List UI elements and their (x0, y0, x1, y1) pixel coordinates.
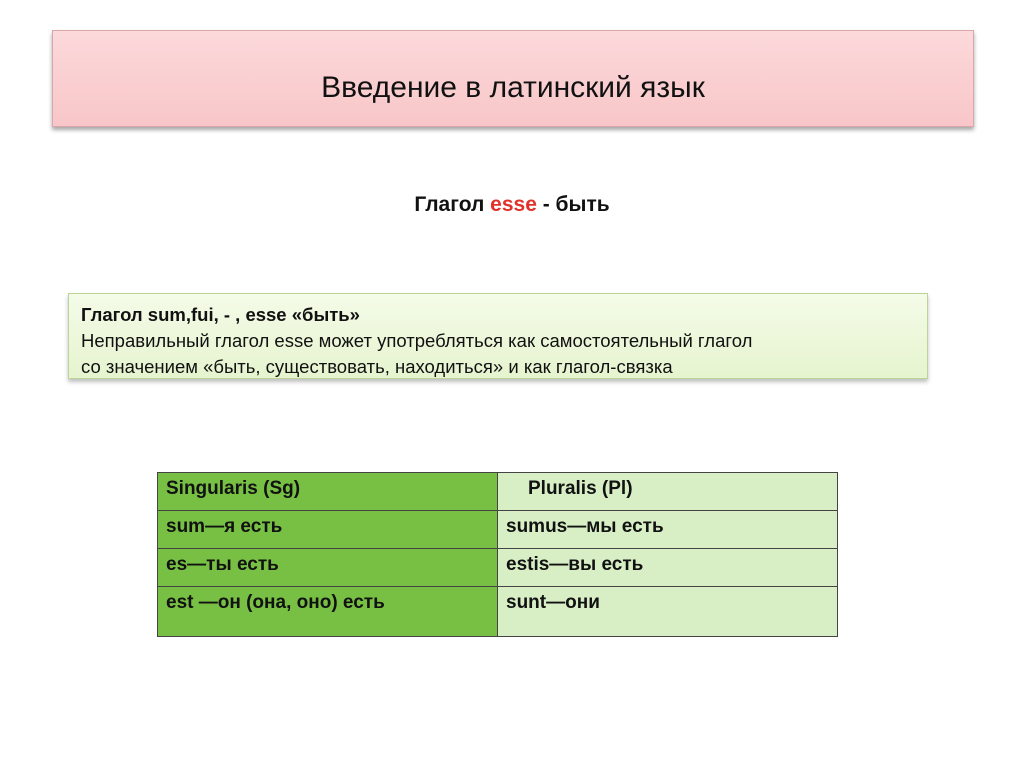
info-line-2: со значением «быть, существовать, находиться» и как глагол-связка (81, 356, 673, 377)
header-singular: Singularis (Sg) (158, 473, 498, 511)
cell-plural: sumus—мы есть (498, 511, 838, 549)
info-line-1: Неправильный глагол esse может употребляться как самостоятельный глагол (81, 330, 753, 351)
header-plural: Pluralis (Pl) (498, 473, 838, 511)
subtitle-suffix: - быть (536, 193, 610, 216)
table-row (158, 549, 838, 587)
slide-subtitle (0, 193, 1024, 217)
table-row (158, 587, 838, 637)
cell-singular: es—ты есть (158, 549, 498, 587)
info-heading: Глагол sum,fui, - , esse «быть» (81, 304, 360, 325)
cell-singular: est —он (она, оно) есть (158, 587, 498, 637)
subtitle-prefix: Глагол (414, 193, 491, 216)
slide-title: Введение в латинский язык (321, 71, 705, 104)
title-banner (52, 30, 974, 127)
table-row (158, 511, 838, 549)
cell-plural: sunt—они (498, 587, 838, 637)
info-box (68, 293, 928, 379)
cell-plural: estis—вы есть (498, 549, 838, 587)
subtitle-accent-word: esse (490, 193, 537, 216)
table-header-row (158, 473, 838, 511)
conjugation-table (157, 472, 838, 637)
cell-singular: sum—я есть (158, 511, 498, 549)
